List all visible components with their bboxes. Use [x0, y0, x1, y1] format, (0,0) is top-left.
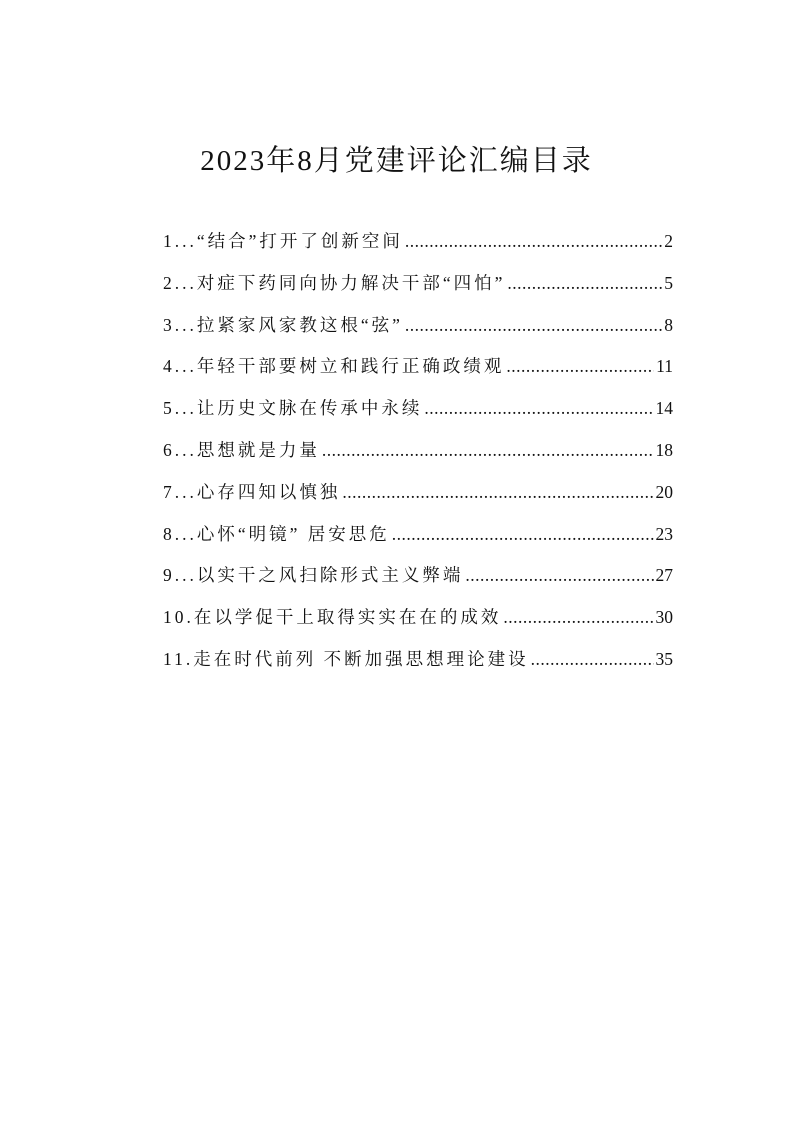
toc-entry-title: 5...让历史文脉在传承中永续 — [163, 398, 423, 419]
dot-leader — [405, 315, 662, 336]
dot-leader — [503, 607, 653, 628]
toc-entry[interactable] — [163, 395, 673, 437]
toc-entry[interactable] — [163, 270, 673, 312]
toc-entry[interactable] — [163, 604, 673, 646]
toc-entry-title: 9...以实干之风扫除形式主义弊端 — [163, 565, 464, 586]
dot-leader — [506, 356, 654, 377]
toc-entry[interactable] — [163, 521, 673, 563]
dot-leader — [465, 565, 653, 586]
dot-leader — [531, 649, 654, 670]
dot-leader — [392, 524, 654, 545]
toc-entry[interactable] — [163, 312, 673, 354]
toc-entry-page: 18 — [655, 439, 673, 460]
toc-entry-page: 11 — [656, 356, 673, 377]
toc-entry[interactable] — [163, 646, 673, 688]
toc-entry-title: 10.在以学促干上取得实实在在的成效 — [163, 607, 502, 628]
document-title: 2023年8月党建评论汇编目录 — [200, 145, 593, 177]
toc-entry-title: 8...心怀“明镜” 居安思危 — [163, 523, 390, 544]
toc-entry-page: 5 — [664, 272, 673, 293]
toc-entry-page: 30 — [655, 607, 673, 628]
toc-entry-page: 23 — [655, 523, 673, 544]
toc-entry-title: 11.走在时代前列 不断加强思想理论建设 — [163, 648, 529, 669]
toc-entry[interactable] — [163, 228, 673, 270]
dot-leader — [424, 398, 653, 419]
toc-entry-page: 8 — [664, 314, 673, 335]
toc-entry[interactable] — [163, 479, 673, 521]
dot-leader — [322, 440, 654, 461]
toc-entry-page: 35 — [655, 648, 673, 669]
toc-entry-title: 7...心存四知以慎独 — [163, 481, 341, 502]
toc-entry[interactable] — [163, 353, 673, 395]
toc-entry-title: 6...思想就是力量 — [163, 439, 320, 460]
toc-entry-title: 1...“结合”打开了创新空间 — [163, 231, 403, 251]
dot-leader — [342, 482, 653, 503]
toc-entry-page: 20 — [655, 481, 673, 502]
toc-entry-page: 2 — [664, 231, 673, 251]
toc-entry-page: 14 — [655, 398, 673, 419]
dot-leader — [507, 273, 662, 294]
toc-entry-title: 3...拉紧家风家教这根“弦” — [163, 314, 403, 335]
table-of-contents — [163, 228, 673, 688]
toc-entry[interactable] — [163, 437, 673, 479]
toc-entry-page: 27 — [655, 565, 673, 586]
toc-entry[interactable] — [163, 562, 673, 604]
dot-leader — [405, 231, 662, 252]
toc-entry-title: 4...年轻干部要树立和践行正确政绩观 — [163, 356, 505, 377]
toc-entry-title: 2...对症下药同向协力解决干部“四怕” — [163, 272, 506, 293]
